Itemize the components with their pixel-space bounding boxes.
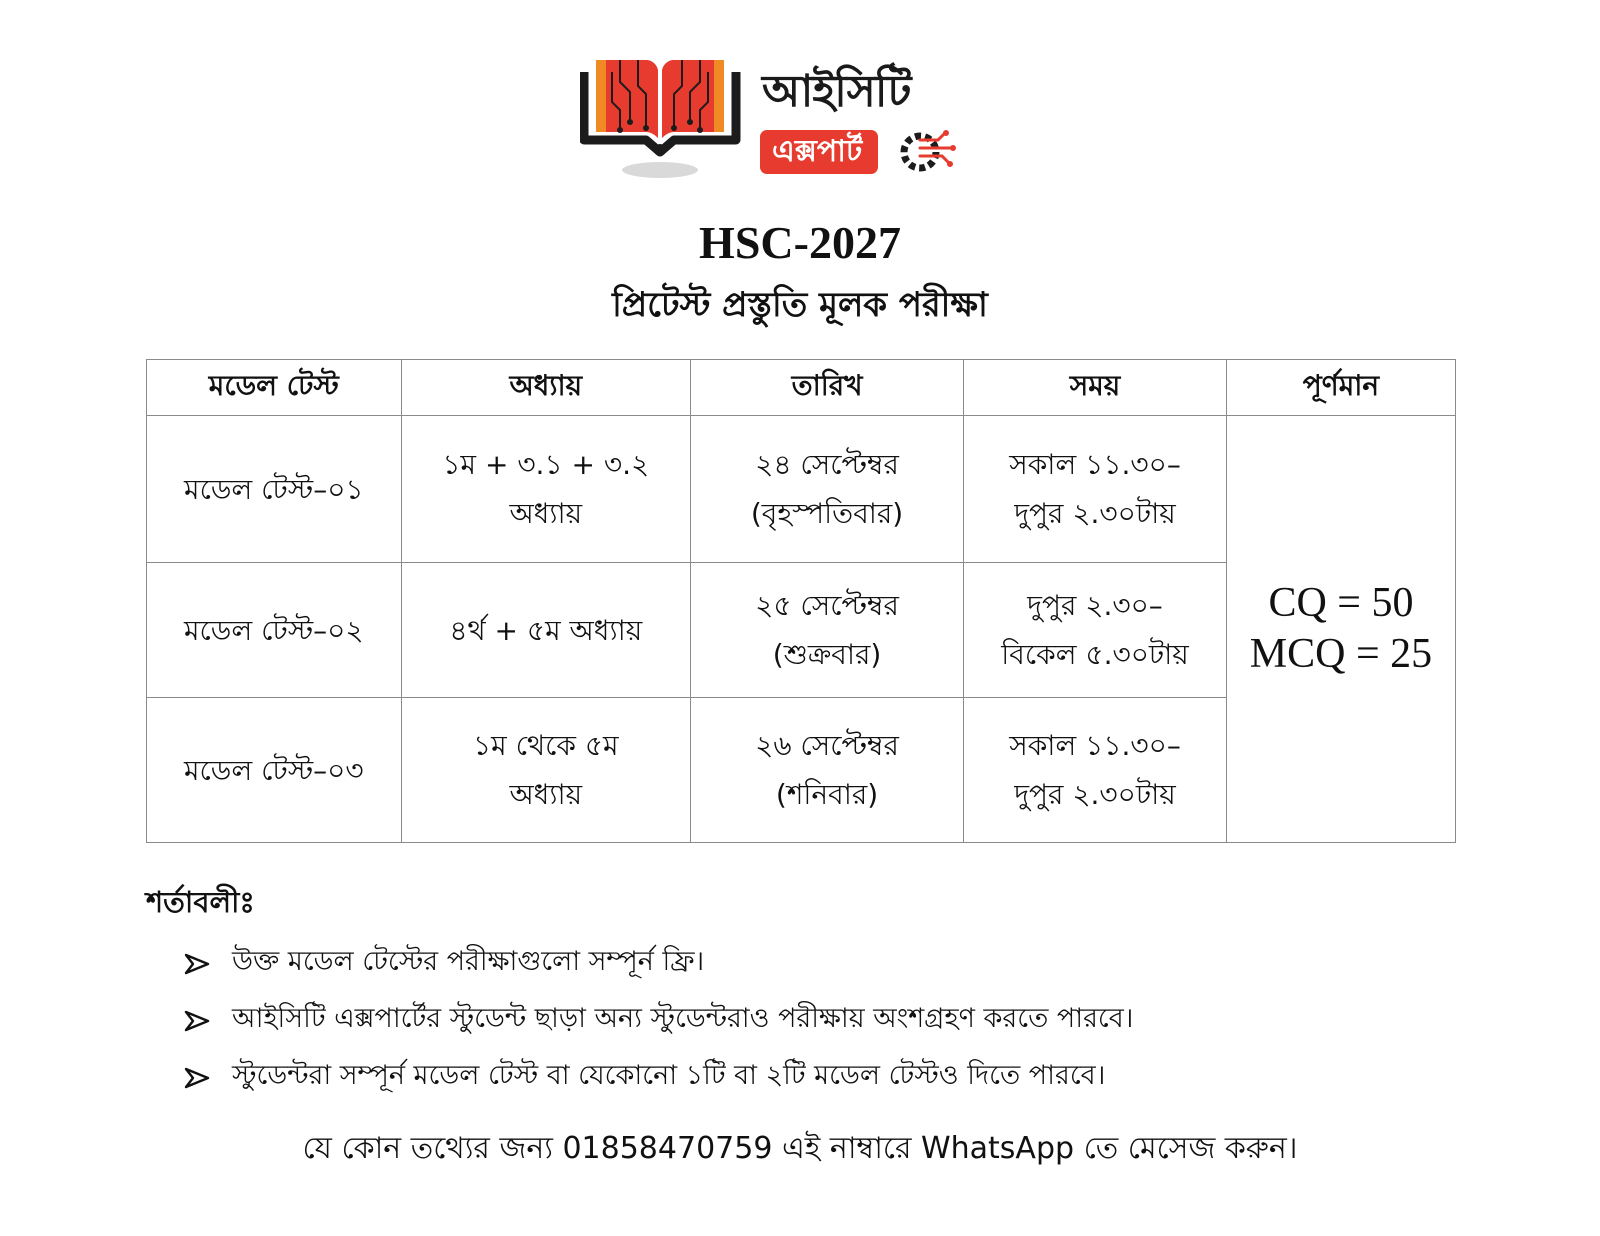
cq-marks: CQ = 50 bbox=[1268, 579, 1414, 626]
page-title: HSC-2027 bbox=[699, 217, 901, 268]
exam-schedule-table bbox=[146, 359, 1456, 843]
page-subtitle: প্রিটেস্ট প্রস্তুতি মূলক পরীক্ষা bbox=[612, 285, 988, 325]
date-cell bbox=[690, 416, 963, 563]
weekday-line: (শুক্রবার) bbox=[772, 638, 882, 671]
condition-text: উক্ত মডেল টেস্টের পরীক্ষাগুলো সম্পূর্ন ফ্রি। bbox=[232, 946, 705, 977]
conditions-heading: শর্তাবলীঃ bbox=[146, 885, 255, 919]
test-name: মডেল টেস্ট–০২ bbox=[147, 563, 402, 698]
chapter-line: ১ম + ৩.১ + ৩.২ bbox=[442, 448, 650, 481]
date-cell bbox=[690, 563, 963, 698]
header-model-test: মডেল টেস্ট bbox=[147, 360, 402, 416]
time-start: দুপুর ২.৩০– bbox=[1027, 589, 1163, 622]
condition-text: স্টুডেন্টরা সম্পূর্ন মডেল টেস্ট বা যেকোনো ১টি বা ২টি মডেল টেস্টও দিতে পারবে। bbox=[232, 1060, 1106, 1091]
weekday-line: (শনিবার) bbox=[775, 778, 879, 811]
time-start: সকাল ১১.৩০– bbox=[1009, 729, 1181, 762]
logo-wordmark: আইসিটি bbox=[762, 66, 911, 117]
condition-text: আইসিটি এক্সপার্টের স্টুডেন্ট ছাড়া অন্য স্টুডেন্টরাও পরীক্ষায় অংশগ্রহণ করতে পারবে। bbox=[232, 1003, 1134, 1034]
test-name: মডেল টেস্ট–০১ bbox=[147, 416, 402, 563]
logo-badge bbox=[760, 130, 878, 174]
time-cell bbox=[964, 416, 1227, 563]
chapter-line: অধ্যায় bbox=[509, 497, 583, 530]
date-line: ২৪ সেপ্টেম্বর bbox=[755, 448, 899, 481]
time-end: দুপুর ২.৩০টায় bbox=[1014, 778, 1176, 811]
time-cell bbox=[964, 563, 1227, 698]
conditions-list bbox=[184, 935, 1133, 1106]
arrow-bullet-icon bbox=[184, 1010, 232, 1032]
contact-footer: যে কোন তথ্যের জন্য 01858470759 এই নাম্বারে WhatsApp তে মেসেজ করুন। bbox=[302, 1131, 1298, 1166]
time-end: বিকেল ৫.৩০টায় bbox=[1001, 638, 1189, 671]
arrow-bullet-icon bbox=[184, 1067, 232, 1089]
mcq-marks: MCQ = 25 bbox=[1249, 631, 1433, 677]
chapter-line: ৪র্থ + ৫ম অধ্যায় bbox=[449, 613, 643, 647]
open-book-icon bbox=[580, 52, 760, 182]
time-start: সকাল ১১.৩০– bbox=[1009, 448, 1181, 481]
table-row bbox=[147, 416, 1456, 563]
chapter-line: ১ম থেকে ৫ম bbox=[473, 729, 619, 762]
chapter-cell bbox=[401, 416, 690, 563]
full-marks-cell bbox=[1226, 416, 1455, 843]
list-item bbox=[184, 992, 1133, 1049]
weekday-line: (বৃহস্পতিবার) bbox=[750, 497, 904, 530]
header-full-marks: পূর্ণমান bbox=[1226, 360, 1455, 416]
header-time: সময় bbox=[964, 360, 1227, 416]
list-item bbox=[184, 935, 1133, 992]
test-name: মডেল টেস্ট–০৩ bbox=[147, 698, 402, 843]
table-header-row bbox=[147, 360, 1456, 416]
date-line: ২৫ সেপ্টেম্বর bbox=[755, 589, 899, 622]
time-end: দুপুর ২.৩০টায় bbox=[1014, 497, 1176, 530]
arrow-bullet-icon bbox=[184, 953, 232, 975]
chapter-cell bbox=[401, 698, 690, 843]
date-line: ২৬ সেপ্টেম্বর bbox=[755, 729, 899, 762]
gear-circuit-icon bbox=[898, 126, 960, 178]
header-chapter: অধ্যায় bbox=[401, 360, 690, 416]
time-cell bbox=[964, 698, 1227, 843]
list-item bbox=[184, 1049, 1133, 1106]
logo-badge-text: এক্সপার্ট bbox=[772, 134, 863, 169]
header-date: তারিখ bbox=[690, 360, 963, 416]
date-cell bbox=[690, 698, 963, 843]
chapter-line: অধ্যায় bbox=[509, 778, 583, 811]
chapter-cell bbox=[401, 563, 690, 698]
logo bbox=[580, 52, 960, 187]
